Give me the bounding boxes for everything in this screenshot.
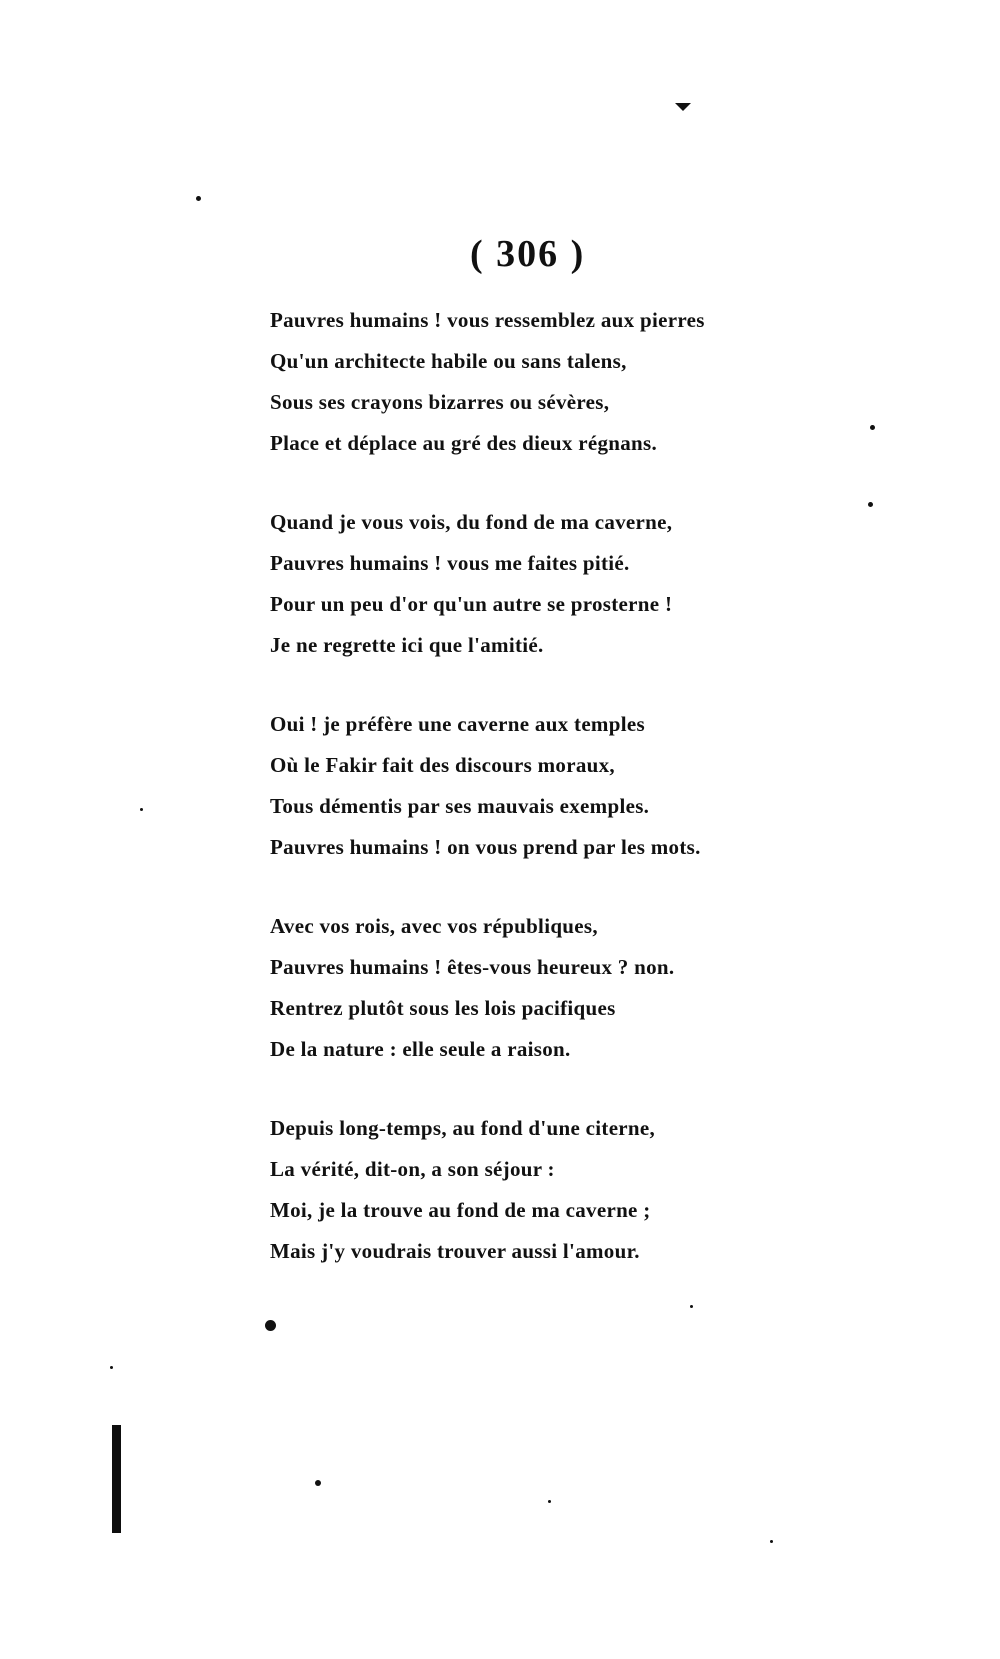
printer-mark bbox=[675, 103, 691, 111]
verse-line: Qu'un architecte habile ou sans talens, bbox=[270, 349, 627, 373]
verse-line: Tous démentis par ses mauvais exemples. bbox=[270, 794, 650, 818]
scan-speck bbox=[690, 1305, 693, 1308]
stanza-1 bbox=[270, 300, 830, 464]
verse-line: Sous ses crayons bizarres ou sévères, bbox=[270, 390, 610, 414]
stanza-3 bbox=[270, 704, 830, 868]
verse-line: Pauvres humains ! on vous prend par les mots. bbox=[270, 835, 701, 859]
verse-line: De la nature : elle seule a raison. bbox=[270, 1037, 571, 1061]
poem bbox=[270, 300, 830, 1310]
verse-line: Pour un peu d'or qu'un autre se prosterne ! bbox=[270, 592, 673, 616]
verse-line: Oui ! je préfère une caverne aux temples bbox=[270, 712, 645, 736]
verse-line: Pauvres humains ! êtes-vous heureux ? non. bbox=[270, 955, 675, 979]
page-number: ( 306 ) bbox=[470, 233, 586, 275]
scan-speck bbox=[870, 425, 875, 430]
verse-line: Pauvres humains ! vous ressemblez aux pierres bbox=[270, 308, 705, 332]
verse-line: Moi, je la trouve au fond de ma caverne ; bbox=[270, 1198, 651, 1222]
scan-speck bbox=[140, 808, 143, 811]
page-edge-shadow bbox=[112, 1425, 121, 1533]
scan-speck bbox=[110, 1366, 113, 1369]
scan-speck bbox=[196, 196, 201, 201]
stanza-5 bbox=[270, 1108, 830, 1272]
verse-line: Avec vos rois, avec vos républiques, bbox=[270, 914, 598, 938]
scan-speck bbox=[770, 1540, 773, 1543]
verse-line: Où le Fakir fait des discours moraux, bbox=[270, 753, 615, 777]
verse-line: La vérité, dit-on, a son séjour : bbox=[270, 1157, 555, 1181]
scan-speck bbox=[315, 1480, 321, 1486]
scan-speck bbox=[868, 502, 873, 507]
verse-line: Mais j'y voudrais trouver aussi l'amour. bbox=[270, 1239, 640, 1263]
scan-speck bbox=[265, 1320, 276, 1331]
verse-line: Rentrez plutôt sous les lois pacifiques bbox=[270, 996, 616, 1020]
verse-line: Pauvres humains ! vous me faites pitié. bbox=[270, 551, 630, 575]
verse-line: Depuis long-temps, au fond d'une citerne, bbox=[270, 1116, 656, 1140]
stanza-2 bbox=[270, 502, 830, 666]
verse-line: Je ne regrette ici que l'amitié. bbox=[270, 633, 544, 657]
scan-speck bbox=[548, 1500, 551, 1503]
stanza-4 bbox=[270, 906, 830, 1070]
verse-line: Quand je vous vois, du fond de ma caverne, bbox=[270, 510, 673, 534]
verse-line: Place et déplace au gré des dieux régnans. bbox=[270, 431, 658, 455]
